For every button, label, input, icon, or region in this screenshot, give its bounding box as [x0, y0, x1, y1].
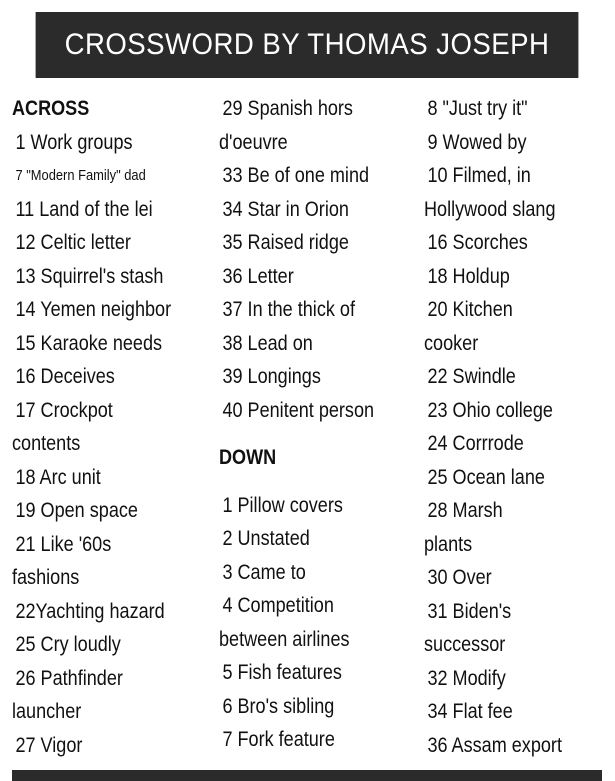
clue-line: 10 Filmed, in	[427, 164, 531, 187]
clue-line: 1 Pillow covers	[222, 493, 343, 517]
bottom-rule	[12, 770, 602, 781]
clue-line: 13 Squirrel's stash	[15, 264, 164, 288]
clue-line: 25 Cry loudly	[15, 633, 121, 656]
section-heading: ACROSS	[12, 97, 90, 120]
clue-line: 22 Swindle	[427, 365, 516, 388]
clue-line: 28 Marsh	[427, 499, 503, 522]
clue-line: 30 Over	[427, 566, 492, 589]
clue-line: 25 Ocean lane	[427, 465, 545, 489]
clue-column-2	[219, 92, 419, 757]
clue-line: 31 Biden's	[427, 599, 512, 623]
clue-line: 36 Letter	[222, 264, 294, 288]
clue-line: 34 Star in Orion	[222, 197, 349, 221]
clue-line: 16 Scorches	[427, 231, 528, 254]
clue-line: d'oeuvre	[219, 130, 288, 154]
clue-line: 38 Lead on	[222, 331, 313, 355]
clue-line: 1 Work groups	[15, 130, 133, 154]
clue-line: 32 Modify	[427, 666, 506, 690]
clue-line: 19 Open space	[15, 499, 138, 522]
clue-line: 4 Competition	[222, 594, 334, 617]
clue-line: between airlines	[219, 627, 350, 651]
clue-line: 22Yachting hazard	[15, 599, 165, 623]
clue-line: 12 Celtic letter	[15, 231, 131, 254]
spacer	[219, 427, 419, 441]
clue-line: successor	[424, 633, 506, 656]
clue-line: cooker	[424, 331, 479, 355]
clue-line: plants	[424, 532, 473, 556]
clue-line: 35 Raised ridge	[222, 231, 349, 254]
clue-line: 18 Arc unit	[15, 465, 101, 489]
clue-line: 18 Holdup	[427, 264, 510, 288]
clue-line: 3 Came to	[222, 560, 306, 584]
clue-line: 16 Deceives	[15, 365, 115, 388]
clue-line: 21 Like '60s	[15, 532, 112, 556]
clue-line: 15 Karaoke needs	[15, 331, 163, 355]
clue-line: 36 Assam export	[427, 733, 562, 757]
clue-line: 33 Be of one mind	[222, 164, 370, 187]
clue-line: 7 Fork feature	[222, 728, 335, 751]
clue-line: 9 Wowed by	[427, 130, 527, 154]
clue-line: 11 Land of the lei	[15, 197, 153, 221]
clue-line: 40 Penitent person	[222, 398, 375, 422]
clue-line: 14 Yemen neighbor	[15, 298, 172, 321]
clue-line: 5 Fish features	[222, 661, 342, 684]
clue-column-1	[12, 92, 212, 762]
clue-line: Hollywood slang	[424, 197, 556, 221]
clue-column-3	[424, 92, 614, 762]
clue-line: 37 In the thick of	[222, 298, 355, 321]
clue-line: 7 "Modern Family" dad	[15, 167, 146, 184]
page-title: CROSSWORD BY THOMAS JOSEPH	[36, 12, 579, 78]
clue-line: contents	[12, 432, 81, 455]
clue-line: 23 Ohio college	[427, 398, 553, 422]
clue-line: fashions	[12, 566, 80, 589]
clue-line: 2 Unstated	[222, 527, 310, 550]
section-heading: DOWN	[219, 446, 277, 469]
spacer	[219, 475, 419, 489]
clue-line: 20 Kitchen	[427, 298, 513, 321]
clue-line: 34 Flat fee	[427, 700, 513, 723]
clue-line: 39 Longings	[222, 365, 321, 388]
clue-line: 26 Pathfinder	[15, 666, 123, 690]
clue-line: 29 Spanish hors	[222, 97, 353, 120]
clue-line: 17 Crockpot	[15, 398, 113, 422]
clue-line: 6 Bro's sibling	[222, 694, 335, 718]
clue-line: 8 "Just try it"	[427, 97, 528, 120]
clue-line: 24 Corrrode	[427, 432, 524, 455]
clue-line: launcher	[12, 700, 82, 723]
clue-line: 27 Vigor	[15, 733, 83, 757]
